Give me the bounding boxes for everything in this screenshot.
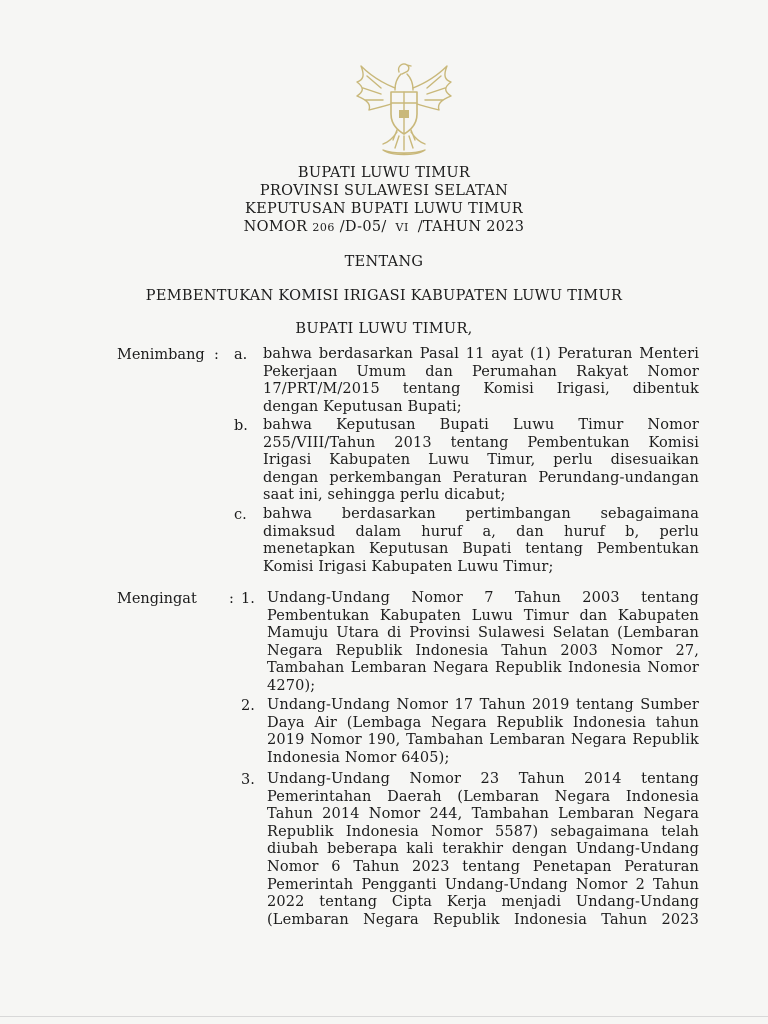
nomor-month: VI <box>395 221 409 234</box>
mengingat-3-line-7: Pemerintah Pengganti Undang-Undang Nomor 2 Tahun <box>267 876 699 893</box>
nomor-code: /D-05/ <box>339 219 387 235</box>
menimbang-a-line-1: bahwa berdasarkan Pasal 11 ayat (1) Peraturan Menteri <box>263 346 699 362</box>
decree-subject: PEMBENTUKAN KOMISI IRIGASI KABUPATEN LUWU TIMUR <box>145 288 623 304</box>
menimbang-a-line-2: Pekerjaan Umum dan Perumahan Rakyat Nomor <box>263 363 699 380</box>
mengingat-label: Mengingat <box>117 591 197 607</box>
mengingat-1-line-1: Undang-Undang Nomor 7 Tahun 2003 tentang <box>267 590 699 606</box>
mengingat-3-line-8: 2022 tentang Cipta Kerja menjadi Undang-Undang <box>267 894 699 911</box>
garuda-pancasila-emblem <box>347 58 461 162</box>
menimbang-c-line-4: Komisi Irigasi Kabupaten Luwu Timur; <box>263 558 554 575</box>
nomor-year: /TAHUN 2023 <box>417 219 525 235</box>
mengingat-marker-2: 2. <box>241 698 255 714</box>
mengingat-2-line-2: Daya Air (Lembaga Negara Republik Indonesia tahun <box>267 714 699 731</box>
mengingat-1-line-2: Pembentukan Kabupaten Luwu Timur dan Kabupaten <box>267 607 699 624</box>
nomor-number: 206 <box>312 221 335 234</box>
menimbang-b-line-4: dengan perkembangan Peraturan Perundang-undangan <box>263 469 699 486</box>
mengingat-3-line-3: Tahun 2014 Nomor 244, Tambahan Lembaran Negara <box>267 806 699 823</box>
mengingat-2-line-1: Undang-Undang Nomor 17 Tahun 2019 tentang Sumber <box>267 697 699 713</box>
menimbang-marker-c: c. <box>234 507 247 523</box>
mengingat-item-1 <box>267 590 699 696</box>
mengingat-3-line-9: (Lembaran Negara Republik Indonesia Tahun 2023 <box>267 911 699 928</box>
menimbang-item-a <box>263 346 699 416</box>
page-edge-rule <box>0 1016 768 1017</box>
mengingat-3-line-5: diubah beberapa kali terakhir dengan Undang-Undang <box>267 841 699 858</box>
mengingat-marker-1: 1. <box>241 591 255 607</box>
mengingat-3-line-2: Pemerintahan Daerah (Lembaran Negara Indonesia <box>267 788 699 805</box>
document-header <box>0 164 768 237</box>
tentang-heading: TENTANG <box>344 254 424 270</box>
menimbang-a-line-3: 17/PRT/M/2015 tentang Komisi Irigasi, dibentuk <box>263 381 699 398</box>
mengingat-item-2 <box>267 697 699 767</box>
mengingat-2-line-4: Indonesia Nomor 6405); <box>267 749 450 766</box>
mengingat-marker-3: 3. <box>241 772 255 788</box>
province-title: PROVINSI SULAWESI SELATAN <box>259 183 509 199</box>
menimbang-c-line-1: bahwa berdasarkan pertimbangan sebagaimana <box>263 506 699 522</box>
menimbang-a-line-4: dengan Keputusan Bupati; <box>263 398 462 415</box>
decree-number <box>0 218 768 237</box>
menimbang-c-line-2: dimaksud dalam huruf a, dan huruf b, perlu <box>263 523 699 540</box>
mengingat-2-line-3: 2019 Nomor 190, Tambahan Lembaran Negara Republik <box>267 732 699 749</box>
menimbang-c-line-3: menetapkan Keputusan Bupati tentang Pembentukan <box>263 541 699 558</box>
mengingat-1-line-4: Negara Republik Indonesia Tahun 2003 Nomor 27, <box>267 642 699 659</box>
regent-title: BUPATI LUWU TIMUR <box>297 165 471 181</box>
mengingat-3-line-6: Nomor 6 Tahun 2023 tentang Penetapan Peraturan <box>267 858 699 875</box>
decree-title: KEPUTUSAN BUPATI LUWU TIMUR <box>245 201 523 217</box>
issuer-heading: BUPATI LUWU TIMUR, <box>295 321 473 337</box>
menimbang-item-b <box>263 417 699 505</box>
mengingat-1-line-5: Tambahan Lembaran Negara Republik Indonesia Nomor <box>267 660 699 677</box>
mengingat-3-line-4: Republik Indonesia Nomor 5587) sebagaimana telah <box>267 823 699 840</box>
mengingat-item-3 <box>267 771 699 929</box>
menimbang-colon: : <box>214 347 219 363</box>
menimbang-b-line-2: 255/VIII/Tahun 2013 tentang Pembentukan Komisi <box>263 434 699 451</box>
mengingat-1-line-3: Mamuju Utara di Provinsi Sulawesi Selatan (Lembaran <box>267 625 699 642</box>
menimbang-b-line-3: Irigasi Kabupaten Luwu Timur, perlu disesuaikan <box>263 452 699 469</box>
menimbang-marker-a: a. <box>234 347 248 363</box>
nomor-prefix: NOMOR <box>243 219 308 235</box>
menimbang-item-c <box>263 506 699 576</box>
menimbang-label: Menimbang <box>117 347 205 363</box>
menimbang-marker-b: b. <box>234 418 248 434</box>
mengingat-3-line-1: Undang-Undang Nomor 23 Tahun 2014 tentang <box>267 771 699 787</box>
mengingat-1-line-6: 4270); <box>267 677 316 694</box>
menimbang-b-line-1: bahwa Keputusan Bupati Luwu Timur Nomor <box>263 417 699 433</box>
mengingat-colon: : <box>229 591 234 607</box>
menimbang-b-line-5: saat ini, sehingga perlu dicabut; <box>263 487 506 504</box>
